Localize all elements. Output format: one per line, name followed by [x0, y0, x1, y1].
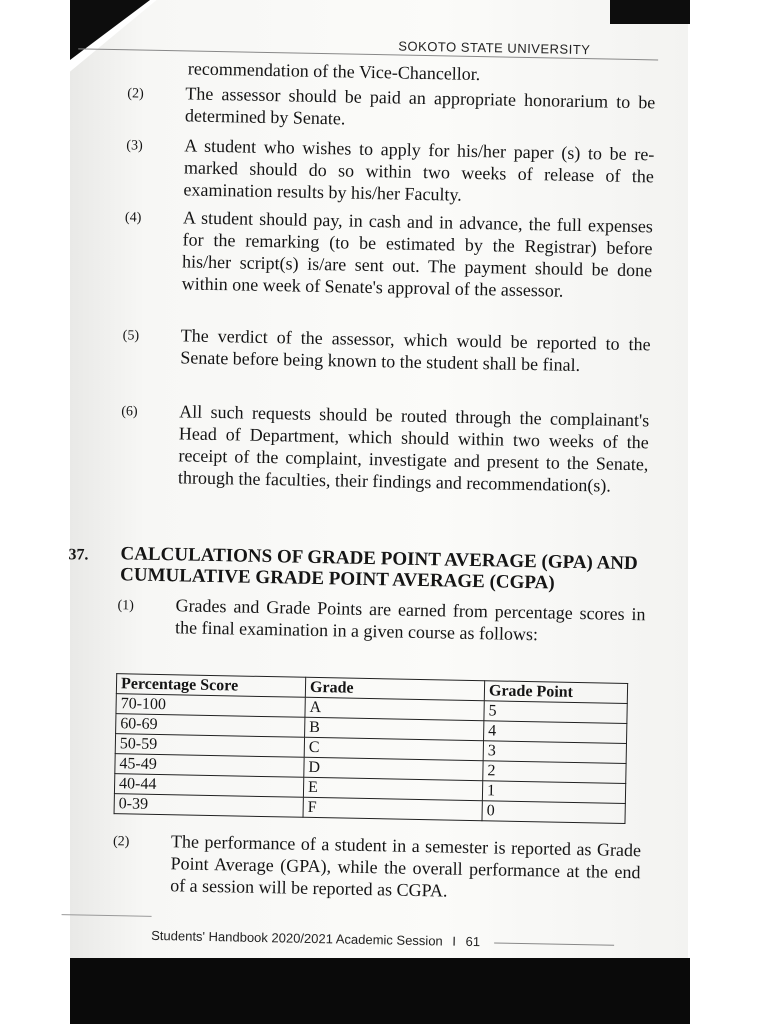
grade-point-cell: 4	[484, 721, 627, 744]
university-name: SOKOTO STATE UNIVERSITY	[398, 38, 591, 58]
item-text: Grades and Grade Points are earned from percentage scores in the final examination in a given course as follows:	[174, 595, 646, 645]
shadow-bottom	[70, 958, 690, 1024]
background-left	[0, 0, 70, 1024]
page-content	[61, 0, 697, 964]
grade-cell: A	[305, 697, 484, 720]
item-number: (6)	[121, 404, 138, 420]
item-text: A student who wishes to apply for his/her paper (s) to be re-marked should do so within two weeks of release of the examination results by his/her Faculty.	[183, 135, 655, 205]
column-header: Percentage Score	[116, 674, 305, 698]
section-number: 37.	[68, 546, 89, 564]
item-text: The performance of a student in a semester is reported as Grade Point Average (GPA), while the overall performance at the end of a session will be reported as CGPA.	[169, 831, 642, 901]
column-header: Grade Point	[484, 681, 627, 704]
footer-separator: I	[452, 933, 457, 949]
footer-rule-right	[494, 943, 614, 946]
section-point-2	[112, 829, 642, 901]
item-number: (4)	[124, 210, 142, 226]
grade-point-cell: 3	[483, 741, 626, 764]
percentage-cell: 50-59	[115, 734, 304, 758]
list-item	[121, 399, 650, 496]
item-number: (2)	[127, 86, 144, 102]
item-number: (3)	[126, 138, 143, 154]
grade-point-cell: 0	[482, 801, 625, 824]
list-item	[122, 323, 651, 376]
grade-cell: B	[305, 717, 484, 740]
item-text: A student should pay, in cash and in advance, the full expenses for the remarking (to be estimated by the Registrar) before his/her script(s) is/are sent out. The payment should be done within one week of Senate's approval of the assessor.	[181, 207, 654, 301]
grade-cell: E	[303, 777, 482, 800]
page-number: 61	[465, 933, 481, 950]
percentage-cell: 45-49	[115, 754, 304, 778]
item-text: The assessor should be paid an appropriate honorarium to be determined by Senate.	[184, 83, 656, 129]
grade-cell: F	[303, 797, 482, 820]
grade-cell: D	[304, 757, 483, 780]
percentage-cell: 60-69	[116, 714, 305, 738]
item-number: (2)	[112, 834, 130, 850]
background-right	[688, 0, 768, 1024]
column-header: Grade	[305, 677, 484, 700]
item-number: (5)	[122, 328, 140, 344]
footer-rule-left	[62, 914, 152, 917]
percentage-cell: 40-44	[114, 774, 303, 798]
item-text: All such requests should be routed through the complainant's Head of Department, which should within two weeks of the receipt of the complaint, investigate and present to the Senate, through the faculties, their findings and recommendation(s).	[177, 401, 650, 496]
section-title: CALCULATIONS OF GRADE POINT AVERAGE (GPA) AND CUMULATIVE GRADE POINT AVERAGE (CGPA)	[119, 543, 638, 594]
grade-point-cell: 5	[484, 701, 627, 724]
continuation-text: recommendation of the Vice-Chancellor.	[187, 58, 481, 85]
item-text: The verdict of the assessor, which would be reported to the Senate before being known to the student shall be final.	[180, 325, 651, 376]
percentage-cell: 0-39	[114, 794, 303, 818]
grade-point-cell: 2	[483, 761, 626, 784]
section-point-1	[117, 593, 646, 645]
grade-cell: C	[304, 737, 483, 760]
list-item	[126, 133, 655, 205]
grade-point-cell: 1	[482, 781, 625, 804]
page-footer	[151, 928, 614, 952]
percentage-cell: 70-100	[116, 694, 305, 718]
grade-table	[114, 673, 629, 824]
item-number: (1)	[117, 598, 135, 614]
running-header	[349, 30, 679, 58]
footer-title: Students' Handbook 2020/2021 Academic Session	[151, 927, 443, 949]
